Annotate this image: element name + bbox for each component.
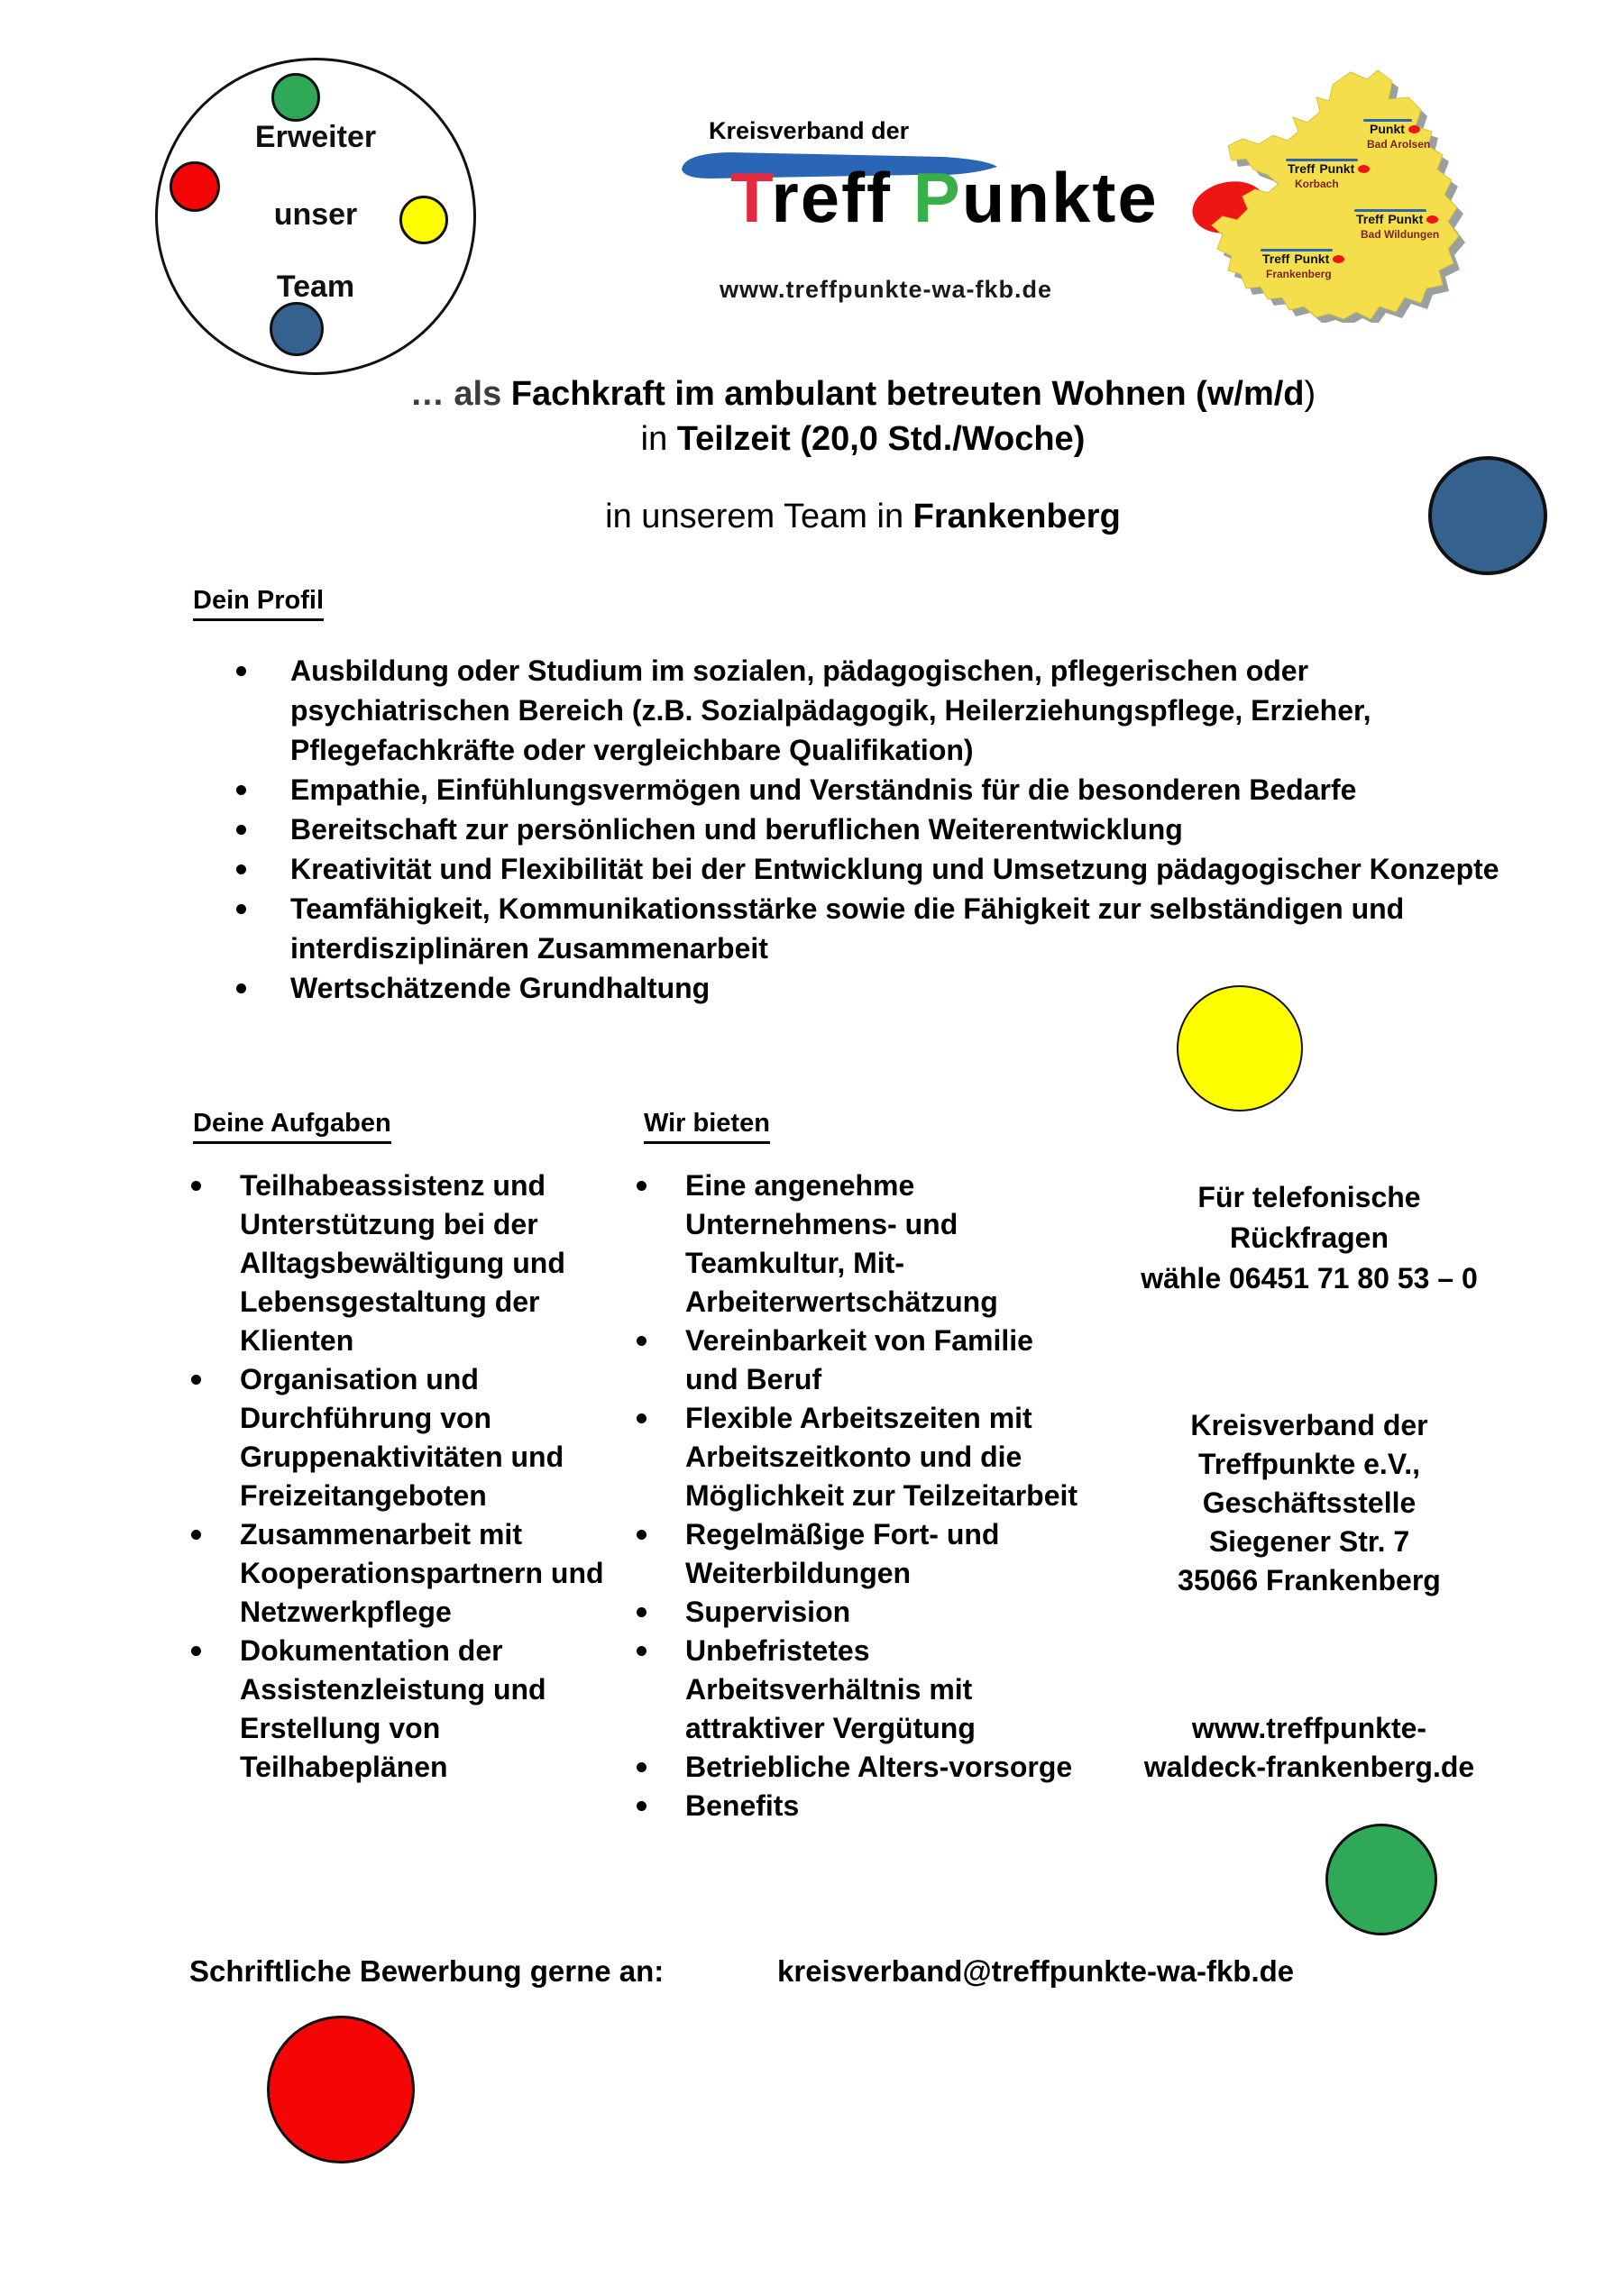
bullet-icon bbox=[637, 1762, 646, 1772]
map-location-logo: Treff Punkt bbox=[1288, 162, 1370, 175]
list-item: Flexible Arbeitszeiten mit Arbeitszeitkonto und die Möglichkeit zur Teilzeitarbeit bbox=[637, 1399, 1096, 1515]
team-badge-line: Team bbox=[276, 270, 355, 304]
list-item: Empathie, Einfühlungsvermögen und Verständnis für die besonderen Bedarfe bbox=[236, 770, 1526, 810]
job-title bbox=[142, 371, 1584, 462]
list-item: Dokumentation der Assistenzleistung und Erstellung von Teilhabeplänen bbox=[191, 1632, 624, 1787]
blue-dot-icon bbox=[270, 302, 324, 356]
map-region bbox=[1212, 70, 1459, 319]
job-title-line1: … als Fachkraft im ambulant betreuten Wohnen (w/m/d) bbox=[409, 375, 1316, 413]
logo-brand bbox=[730, 158, 1159, 237]
bullet-icon bbox=[191, 1530, 201, 1540]
tasks-list bbox=[191, 1166, 624, 1787]
bullet-icon bbox=[637, 1607, 646, 1617]
phone-line: Für telefonische bbox=[1197, 1181, 1421, 1213]
list-item: Vereinbarkeit von Familie und Beruf bbox=[637, 1322, 1096, 1399]
logo-brand-p-initial: P bbox=[912, 158, 962, 237]
map-location-dot-icon bbox=[1333, 255, 1344, 263]
bullet-icon bbox=[637, 1336, 646, 1346]
website-block bbox=[1111, 1709, 1508, 1787]
logo-website: www.treffpunkte-wa-fkb.de bbox=[720, 276, 1053, 303]
team-badge-line: Erweiter bbox=[254, 120, 377, 154]
logo-kicker: Kreisverband der bbox=[709, 117, 910, 144]
application-email: kreisverband@treffpunkte-wa-fkb.de bbox=[777, 1954, 1295, 1988]
website-line: www.treffpunkte- bbox=[1191, 1712, 1427, 1744]
phone-contact-block bbox=[1120, 1177, 1499, 1299]
map-location-logo: Treff Punkt bbox=[1262, 252, 1344, 265]
bullet-icon bbox=[236, 983, 246, 993]
bullet-icon bbox=[637, 1646, 646, 1656]
job-title-line2: in Teilzeit (20,0 Std./Woche) bbox=[640, 420, 1086, 458]
blue-circle-icon bbox=[1428, 456, 1547, 575]
list-item: Eine angenehme Unternehmens- und Teamkultur, Mit-Arbeiterwertschätzung bbox=[637, 1166, 1096, 1322]
map-city-label: Korbach bbox=[1295, 178, 1339, 190]
list-item: Unbefristetes Arbeitsverhältnis mit attraktiver Vergütung bbox=[637, 1632, 1096, 1748]
list-item: Kreativität und Flexibilität bei der Entwicklung und Umsetzung pädagogischer Konzepte bbox=[236, 849, 1526, 889]
phone-line: wähle 06451 71 80 53 – 0 bbox=[1141, 1262, 1478, 1294]
address-line: Kreisverband der bbox=[1190, 1409, 1428, 1441]
logo-brand-t-initial: T bbox=[730, 158, 772, 237]
list-item: Teamfähigkeit, Kommunikationsstärke sowie die Fähigkeit zur selbständigen und interdisziplinären Zusammenarbeit bbox=[236, 889, 1526, 968]
list-item: Bereitschaft zur persönlichen und beruflichen Weiterentwicklung bbox=[236, 810, 1526, 849]
district-map bbox=[1197, 52, 1508, 323]
offer-heading: Wir bieten bbox=[644, 1109, 770, 1144]
team-badge-circle bbox=[155, 58, 476, 375]
map-location-logo: Punkt bbox=[1365, 123, 1420, 135]
map-city-label: Bad Wildungen bbox=[1361, 228, 1440, 241]
bullet-icon bbox=[236, 666, 246, 676]
list-item: Benefits bbox=[637, 1787, 1096, 1825]
logo-brand-p-rest: unkte bbox=[961, 158, 1159, 237]
bullet-icon bbox=[191, 1181, 201, 1191]
bullet-icon bbox=[236, 785, 246, 795]
website-line: waldeck-frankenberg.de bbox=[1143, 1751, 1475, 1783]
address-line: Siegener Str. 7 bbox=[1208, 1525, 1410, 1558]
map-location-dot-icon bbox=[1358, 165, 1370, 173]
list-item: Zusammenarbeit mit Kooperationspartnern und Netzwerkpflege bbox=[191, 1515, 624, 1632]
district-map-shape bbox=[1197, 52, 1508, 323]
application-label: Schriftliche Bewerbung gerne an: bbox=[189, 1954, 665, 1988]
list-item: Wertschätzende Grundhaltung bbox=[236, 968, 1526, 1008]
list-item: Ausbildung oder Studium im sozialen, pädagogischen, pflegerischen oder psychiatrischen Bereich (z.B. Sozialpädagogik, Heilerziehungspflege, Erzieher, Pflegefachkräfte oder vergleichbare Qualifikation) bbox=[236, 651, 1526, 770]
address-line: Geschäftsstelle bbox=[1202, 1486, 1417, 1519]
bullet-icon bbox=[637, 1413, 646, 1423]
job-title-line3: in unserem Team in Frankenberg bbox=[605, 498, 1121, 535]
map-location-dot-icon bbox=[1408, 125, 1420, 133]
red-circle-icon bbox=[267, 2016, 415, 2163]
list-item: Betriebliche Alters-vorsorge bbox=[637, 1748, 1096, 1787]
list-item: Regelmäßige Fort- und Weiterbildungen bbox=[637, 1515, 1096, 1593]
bullet-icon bbox=[236, 825, 246, 835]
bullet-icon bbox=[236, 864, 246, 874]
profile-heading: Dein Profil bbox=[193, 586, 324, 621]
tasks-heading: Deine Aufgaben bbox=[193, 1109, 391, 1144]
green-dot-icon bbox=[271, 73, 320, 122]
team-badge-line: unser bbox=[273, 197, 358, 232]
bullet-icon bbox=[236, 904, 246, 914]
address-line: Treffpunkte e.V., bbox=[1198, 1448, 1420, 1480]
profile-list bbox=[236, 651, 1526, 1008]
bullet-icon bbox=[637, 1801, 646, 1811]
phone-line: Rückfragen bbox=[1229, 1221, 1389, 1254]
map-city-label: Bad Arolsen bbox=[1367, 138, 1431, 151]
bullet-icon bbox=[191, 1375, 201, 1385]
logo-brand-t-rest: reff bbox=[771, 158, 893, 237]
offer-list bbox=[637, 1166, 1096, 1825]
list-item: Supervision bbox=[637, 1593, 1096, 1632]
list-item: Organisation und Durchführung von Gruppenaktivitäten und Freizeitangeboten bbox=[191, 1360, 624, 1515]
address-line: 35066 Frankenberg bbox=[1178, 1564, 1441, 1596]
green-circle-icon bbox=[1325, 1824, 1437, 1935]
list-item: Teilhabeassistenz und Unterstützung bei der Alltagsbewältigung und Lebensgestaltung der Klienten bbox=[191, 1166, 624, 1360]
map-location-logo: Treff Punkt bbox=[1356, 213, 1438, 225]
bullet-icon bbox=[637, 1181, 646, 1191]
yellow-circle-icon bbox=[1177, 985, 1303, 1111]
map-location-dot-icon bbox=[1426, 215, 1438, 224]
bullet-icon bbox=[191, 1646, 201, 1656]
map-city-label: Frankenberg bbox=[1266, 268, 1332, 280]
bullet-icon bbox=[637, 1530, 646, 1540]
address-block bbox=[1120, 1406, 1499, 1600]
